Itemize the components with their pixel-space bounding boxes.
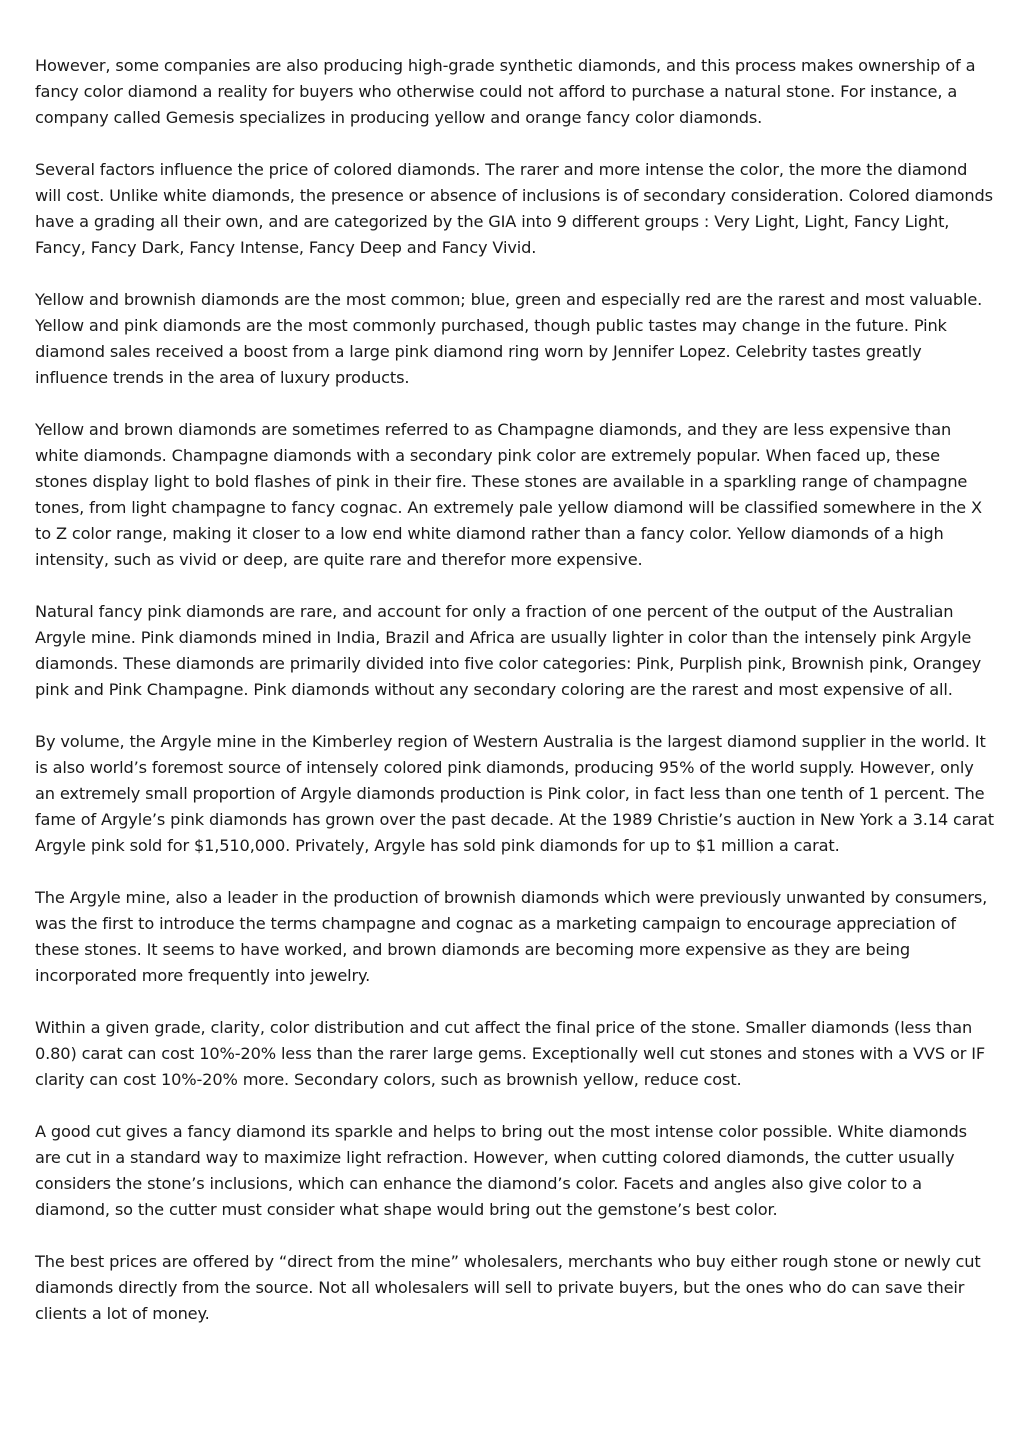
paragraph-cut: A good cut gives a fancy diamond its sparkle and helps to bring out the most intense color possible. White diamonds are cut in a standard way to maximize light refraction. However, when cutting colored diamonds, the cutter usually considers the stone’s inclusions, which can enhance the diamond’s color. Facets and angles also give color to a diamond, so the cutter must consider what shape would bring out the gemstone’s best color. xyxy=(35,1122,967,1219)
paragraph-price-factors: Several factors influence the price of colored diamonds. The rarer and more intense the color, the more the diamond will cost. Unlike white diamonds, the presence or absence of inclusions is of secondary consideration. Colored diamonds have a grading all their own, and are categorized by the GIA into 9 different groups : Very Light, Light, Fancy Light, Fancy, Fancy Dark, Fancy Intense, Fancy Deep and Fancy Vivid. xyxy=(35,160,993,257)
paragraph-synthetic-diamonds: However, some companies are also producing high-grade synthetic diamonds, and this process makes ownership of a fancy color diamond a reality for buyers who otherwise could not afford to purchase a natural stone. For instance, a company called Gemesis specializes in producing yellow and orange fancy color diamonds. xyxy=(35,56,976,127)
document-body xyxy=(35,53,995,1353)
paragraph-wholesalers: The best prices are offered by “direct from the mine” wholesalers, merchants who buy either rough stone or newly cut diamonds directly from the source. Not all wholesalers will sell to private buyers, but the ones who do can save their clients a lot of money. xyxy=(35,1252,981,1323)
paragraph-pink-diamonds: Natural fancy pink diamonds are rare, and account for only a fraction of one percent of the output of the Australian Argyle mine. Pink diamonds mined in India, Brazil and Africa are usually lighter in color than the intensely pink Argyle diamonds. These diamonds are primarily divided into five color categories: Pink, Purplish pink, Brownish pink, Orangey pink and Pink Champagne. Pink diamonds without any secondary coloring are the rarest and most expensive of all. xyxy=(35,602,982,699)
paragraph-grade-and-price: Within a given grade, clarity, color distribution and cut affect the final price of the stone. Smaller diamonds (less than 0.80) carat can cost 10%-20% less than the rarer large gems. Exceptionally well cut stones and stones with a VVS or IF clarity can cost 10%-20% more. Secondary colors, such as brownish yellow, reduce cost. xyxy=(35,1018,986,1089)
paragraph-argyle-mine: By volume, the Argyle mine in the Kimberley region of Western Australia is the largest diamond supplier in the world. It is also world’s foremost source of intensely colored pink diamonds, producing 95% of the world supply. However, only an extremely small proportion of Argyle diamonds production is Pink color, in fact less than one tenth of 1 percent. The fame of Argyle’s pink diamonds has grown over the past decade. At the 1989 Christie’s auction in New York a 3.14 carat Argyle pink sold for $1,510,000. Privately, Argyle has sold pink diamonds for up to $1 million a carat. xyxy=(35,732,994,855)
paragraph-brownish-diamonds: The Argyle mine, also a leader in the production of brownish diamonds which were previously unwanted by consumers, was the first to introduce the terms champagne and cognac as a marketing campaign to encourage appreciation of these stones. It seems to have worked, and brown diamonds are becoming more expensive as they are being incorporated more frequently into jewelry. xyxy=(35,888,988,985)
paragraph-common-and-rare-colors: Yellow and brownish diamonds are the most common; blue, green and especially red are the rarest and most valuable. Yellow and pink diamonds are the most commonly purchased, though public tastes may change in the future. Pink diamond sales received a boost from a large pink diamond ring worn by Jennifer Lopez. Celebrity tastes greatly influence trends in the area of luxury products. xyxy=(35,290,983,387)
paragraph-champagne-diamonds: Yellow and brown diamonds are sometimes referred to as Champagne diamonds, and they are less expensive than white diamonds. Champagne diamonds with a secondary pink color are extremely popular. When faced up, these stones display light to bold flashes of pink in their fire. These stones are available in a sparkling range of champagne tones, from light champagne to fancy cognac. An extremely pale yellow diamond will be classified somewhere in the X to Z color range, making it closer to a low end white diamond rather than a fancy color. Yellow diamonds of a high intensity, such as vivid or deep, are quite rare and therefor more expensive. xyxy=(35,420,982,569)
